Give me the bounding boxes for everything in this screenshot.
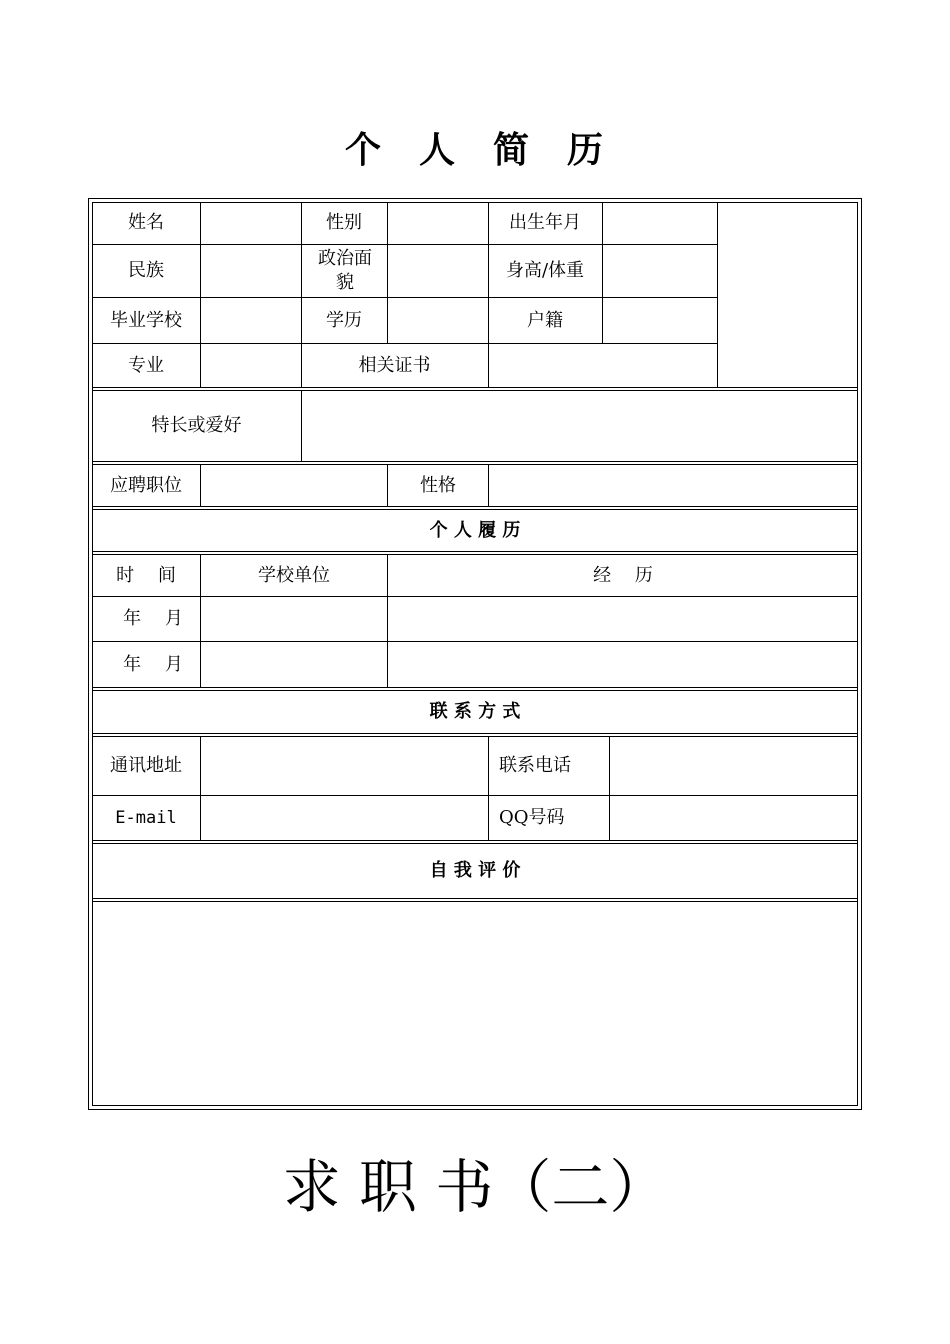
height-weight-label: 身高/体重 [505, 260, 585, 281]
education-field[interactable] [388, 298, 488, 343]
history-row-1-unit[interactable] [201, 597, 387, 641]
contact-section-title: 联 系 方 式 [429, 701, 521, 722]
major-label: 专业 [128, 354, 164, 376]
qq-field[interactable] [610, 796, 858, 840]
ethnicity-field[interactable] [201, 245, 301, 297]
birth-label: 出生年月 [509, 212, 581, 233]
address-field[interactable] [201, 737, 488, 795]
history-row-1-date: 年 月 [123, 608, 183, 629]
name-field[interactable] [201, 202, 301, 244]
household-label: 户籍 [527, 309, 563, 331]
political-field[interactable] [388, 245, 488, 297]
time-label: 时 间 [116, 564, 176, 586]
row-divider [92, 506, 858, 507]
political-label: 政治面貌 [318, 248, 372, 293]
history-row-2-unit[interactable] [201, 642, 387, 687]
position-field[interactable] [201, 465, 387, 506]
certificates-label: 相关证书 [358, 354, 431, 376]
household-field[interactable] [603, 298, 717, 343]
footer-title: 求 职 书（二） [282, 1153, 668, 1221]
school-label: 毕业学校 [110, 309, 182, 331]
self-eval-section-title: 自 我 评 价 [429, 860, 521, 881]
phone-field[interactable] [610, 737, 858, 795]
birth-field[interactable] [603, 202, 717, 244]
history-row-2-date: 年 月 [123, 653, 183, 675]
name-label: 姓名 [128, 212, 164, 233]
experience-label: 经 历 [593, 564, 653, 586]
row-divider [92, 898, 858, 899]
history-row-1-experience[interactable] [388, 597, 858, 641]
height-weight-field[interactable] [603, 245, 717, 297]
address-label: 通讯地址 [110, 755, 182, 776]
gender-field[interactable] [388, 202, 488, 244]
row-divider [92, 387, 858, 388]
personality-label: 性格 [420, 474, 456, 496]
education-label: 学历 [326, 309, 362, 331]
page-title [0, 122, 950, 173]
position-label: 应聘职位 [110, 474, 182, 496]
hobbies-field[interactable] [302, 391, 858, 461]
ethnicity-label: 民族 [128, 260, 164, 281]
history-row-2-experience[interactable] [388, 642, 858, 687]
photo-area[interactable] [718, 202, 858, 387]
history-section-title: 个 人 履 历 [429, 519, 521, 541]
major-field[interactable] [201, 344, 301, 387]
qq-label: QQ号码 [499, 807, 565, 828]
phone-label: 联系电话 [499, 755, 571, 776]
title-char-2: 人 [418, 129, 457, 171]
email-label: E-mail [115, 808, 177, 828]
row-divider [92, 687, 858, 688]
school-unit-label: 学校单位 [258, 564, 330, 586]
row-divider [92, 840, 858, 841]
gender-label: 性别 [326, 212, 362, 233]
certificates-field[interactable] [489, 344, 717, 387]
row-divider [92, 461, 858, 462]
school-field[interactable] [201, 298, 301, 343]
row-divider [92, 551, 858, 552]
title-char-1: 个 [344, 129, 383, 171]
self-eval-field[interactable] [92, 902, 858, 1106]
title-char-3: 简 [493, 129, 532, 171]
title-char-4: 历 [567, 129, 606, 171]
email-field[interactable] [201, 796, 488, 840]
hobbies-label: 特长或爱好 [151, 415, 242, 436]
row-divider [92, 733, 858, 734]
personality-field[interactable] [489, 465, 858, 506]
